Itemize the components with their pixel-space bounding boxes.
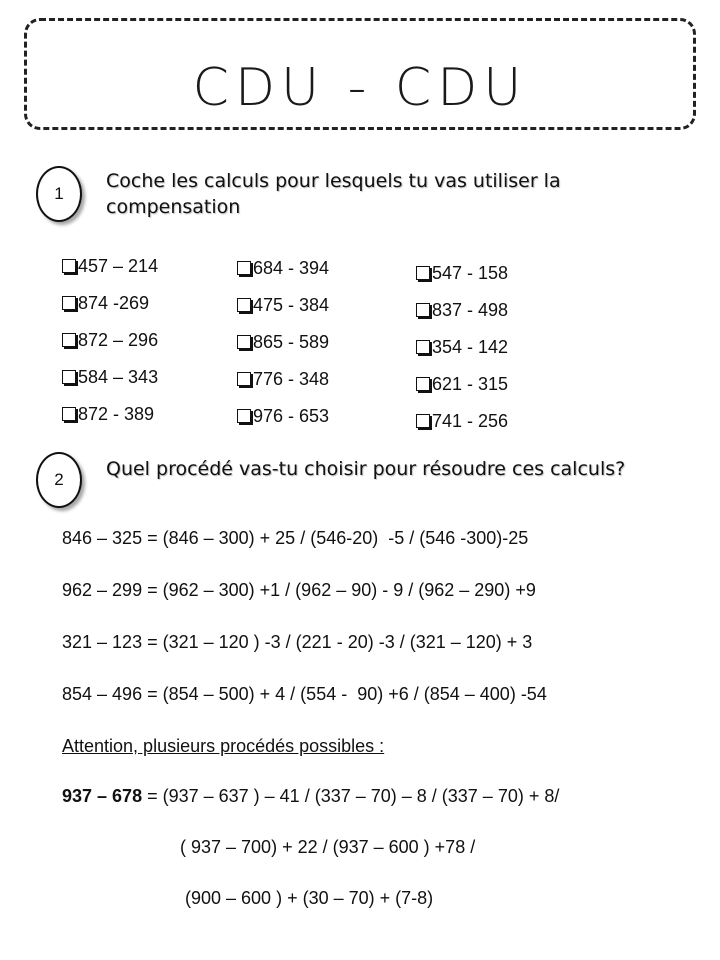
final-line-3: (900 – 600 ) + (30 – 70) + (7-8)	[185, 888, 434, 908]
checklist-item[interactable]	[237, 257, 329, 294]
attention-note: Attention, plusieurs procédés possibles :	[62, 736, 385, 756]
checklist-item[interactable]	[237, 331, 329, 368]
calc-label: 837 - 498	[432, 300, 509, 320]
calc-label: 776 - 348	[253, 369, 330, 389]
calc-label: 584 – 343	[78, 367, 159, 387]
checkbox-icon[interactable]	[62, 333, 76, 347]
checklist-item[interactable]	[237, 294, 329, 331]
checklist-column-3	[416, 262, 508, 447]
calc-label: 872 – 296	[78, 330, 159, 350]
checkbox-icon[interactable]	[237, 409, 251, 423]
checklist-item[interactable]	[416, 262, 508, 299]
procedure-line-3: 321 – 123 = (321 – 120 ) -3 / (221 - 20) -3 / (321 – 120) + 3	[62, 632, 533, 652]
procedure-line-1: 846 – 325 = (846 – 300) + 25 / (546-20) -5 / (546 -300)-25	[62, 528, 529, 548]
checkbox-icon[interactable]	[416, 414, 430, 428]
calc-label: 865 - 589	[253, 332, 330, 352]
checklist-item[interactable]	[62, 366, 158, 403]
checkbox-icon[interactable]	[237, 335, 251, 349]
checkbox-icon[interactable]	[62, 296, 76, 310]
calc-label: 475 - 384	[253, 295, 330, 315]
checkbox-icon[interactable]	[237, 261, 251, 275]
checkbox-icon[interactable]	[62, 407, 76, 421]
calc-label: 684 - 394	[253, 258, 330, 278]
procedure-line-2: 962 – 299 = (962 – 300) +1 / (962 – 90) - 9 / (962 – 290) +9	[62, 580, 536, 600]
exercise-1-question: Coche les calculs pour lesquels tu vas utiliser la compensation	[106, 170, 561, 218]
checklist-item[interactable]	[416, 410, 508, 447]
checklist-item[interactable]	[237, 368, 329, 405]
checklist-item[interactable]	[416, 336, 508, 373]
checkbox-icon[interactable]	[416, 340, 430, 354]
calc-label: 872 - 389	[78, 404, 155, 424]
calc-label: 874 -269	[78, 293, 150, 313]
checklist-item[interactable]	[62, 329, 158, 366]
final-calc: 937 – 678	[62, 786, 143, 806]
checkbox-icon[interactable]	[62, 370, 76, 384]
checklist-item[interactable]	[237, 405, 329, 442]
checkbox-icon[interactable]	[416, 266, 430, 280]
calc-label: 354 - 142	[432, 337, 509, 357]
checklist-column-2	[237, 257, 329, 442]
calc-label: 621 - 315	[432, 374, 509, 394]
calc-label: 976 - 653	[253, 406, 330, 426]
page-title: CDU - CDU	[192, 58, 528, 118]
final-options: = (937 – 637 ) – 41 / (337 – 70) – 8 / (337 – 70) + 8/	[142, 786, 560, 806]
final-line-1	[62, 785, 559, 807]
calc-label: 741 - 256	[432, 411, 509, 431]
checkbox-icon[interactable]	[237, 298, 251, 312]
procedure-line-4: 854 – 496 = (854 – 500) + 4 / (554 - 90) +6 / (854 – 400) -54	[62, 684, 547, 704]
exercise-1-number: 1	[36, 166, 82, 222]
checkbox-icon[interactable]	[62, 259, 76, 273]
checkbox-icon[interactable]	[237, 372, 251, 386]
checklist-item[interactable]	[62, 292, 158, 329]
checkbox-icon[interactable]	[416, 377, 430, 391]
final-line-2: ( 937 – 700) + 22 / (937 – 600 ) +78 /	[180, 837, 476, 857]
checklist-column-1	[62, 255, 158, 440]
checkbox-icon[interactable]	[416, 303, 430, 317]
checklist-item[interactable]	[62, 403, 158, 440]
checklist-item[interactable]	[416, 373, 508, 410]
calc-label: 457 – 214	[78, 256, 159, 276]
checklist-item[interactable]	[62, 255, 158, 292]
checklist-item[interactable]	[416, 299, 508, 336]
exercise-2-number: 2	[36, 452, 82, 508]
exercise-2-question: Quel procédé vas-tu choisir pour résoudre ces calculs?	[106, 458, 626, 480]
calc-label: 547 - 158	[432, 263, 509, 283]
